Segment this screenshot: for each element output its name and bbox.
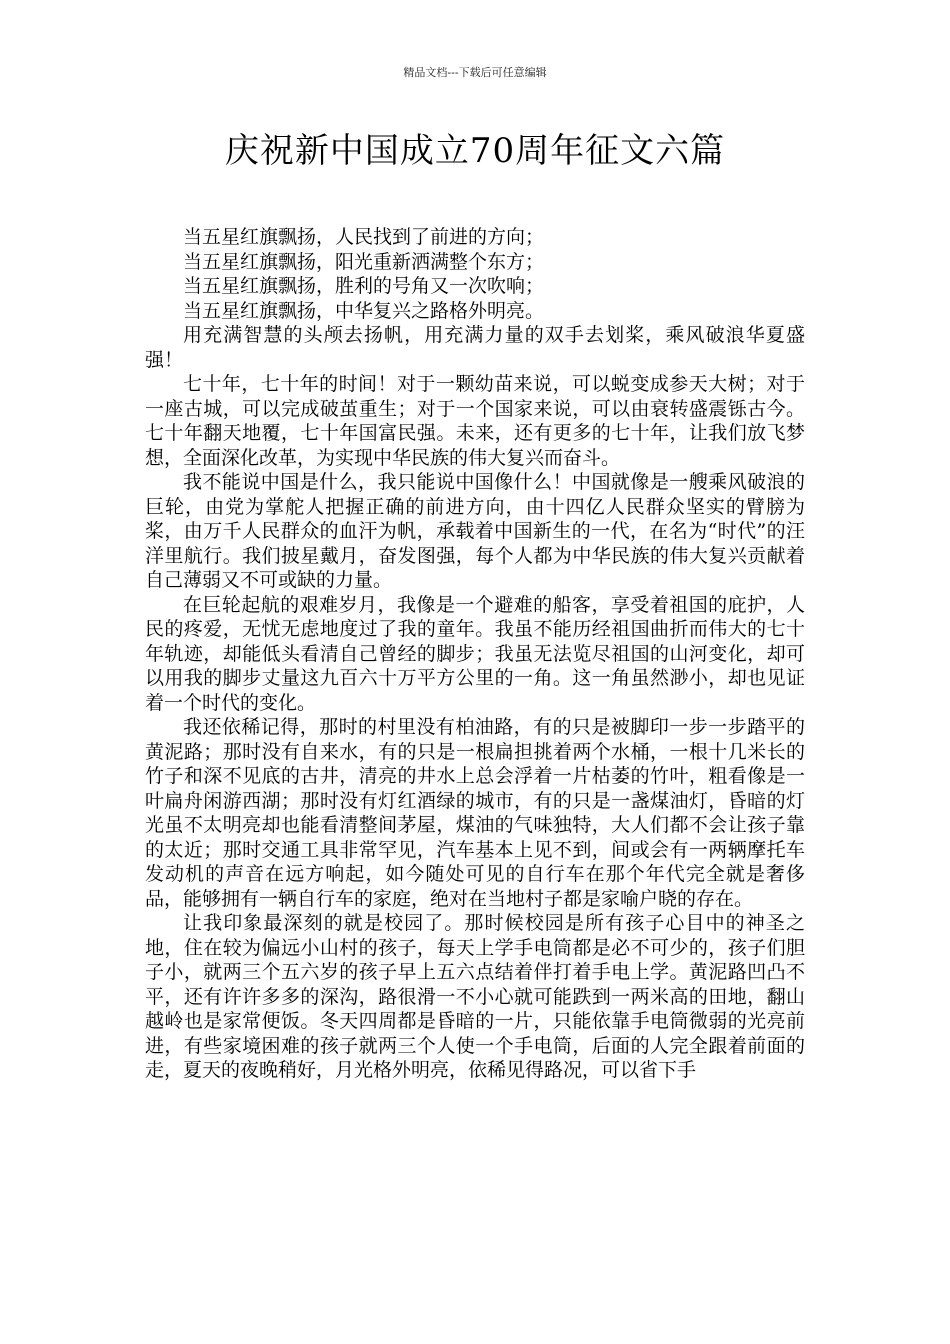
verse-line-3: 当五星红旗飘扬，胜利的号角又一次吹响；	[183, 275, 545, 297]
verse-line-1: 当五星红旗飘扬，人民找到了前进的方向；	[183, 226, 545, 248]
paragraph-8: 在巨轮起航的艰难岁月，我像是一个避难的船客，享受着祖国的庇护，人民的疼爱，无忧无虑地度过了我的童年。我虽不能历经祖国曲折而伟大的七十年轨迹，却能低头看清自己曾经的脚步；我虽无法览尽祖国的山河变化，却可以用我的脚步丈量这九百六十万平方公里的一角。这一角虽然渺小，却也见证着一个时代的变化。	[145, 593, 805, 714]
document-body	[145, 225, 805, 1083]
paragraph-7: 我不能说中国是什么，我只能说中国像什么！中国就像是一艘乘风破浪的巨轮，由党为掌舵人把握正确的前进方向，由十四亿人民群众坚实的臂膀为桨，由万千人民群众的血汗为帆，承载着中国新生的一代，在名为“时代”的汪洋里航行。我们披星戴月，奋发图强，每个人都为中华民族的伟大复兴贡献着自己薄弱又不可或缺的力量。	[145, 471, 805, 591]
paragraph-9: 我还依稀记得，那时的村里没有柏油路，有的只是被脚印一步一步踏平的黄泥路；那时没有自来水，有的只是一根扁担挑着两个水桶，一根十几米长的竹子和深不见底的古井，清亮的井水上总会浮着一片枯萎的竹叶，粗看像是一叶扁舟闲游西湖；那时没有灯红酒绿的城市，有的只是一盏煤油灯，昏暗的灯光虽不太明亮却也能看清整间茅屋，煤油的气味独特，大人们都不会让孩子靠的太近；那时交通工具非常罕见，汽车基本上见不到，间或会有一两辆摩托车发动机的声音在远方响起，如今随处可见的自行车在那个年代完全就是奢侈品，能够拥有一辆自行车的家庭，绝对在当地村子都是家喻户晓的存在。	[145, 716, 805, 910]
header-note: 精品文档---下载后可任意编辑	[403, 66, 547, 79]
verse-line-4: 当五星红旗飘扬，中华复兴之路格外明亮。	[183, 299, 545, 322]
document-title: 庆祝新中国成立70周年征文六篇	[224, 131, 726, 171]
verse-line-2: 当五星红旗飘扬，阳光重新洒满整个东方；	[183, 250, 545, 273]
paragraph-5: 用充满智慧的头颅去扬帆，用充满力量的双手去划桨，乘风破浪华夏盛强！	[145, 324, 805, 371]
paragraph-6: 七十年，七十年的时间！对于一颗幼苗来说，可以蜕变成参天大树；对于一座古城，可以完成破茧重生；对于一个国家来说，可以由衰转盛震铄古今。七十年翻天地覆，七十年国富民强。未来，还有更多的七十年，让我们放飞梦想，全面深化改革，为实现中华民族的伟大复兴而奋斗。	[145, 373, 805, 469]
paragraph-10: 让我印象最深刻的就是校园了。那时候校园是所有孩子心目中的神圣之地，住在较为偏远小山村的孩子，每天上学手电筒都是必不可少的，孩子们胆子小，就两三个五六岁的孩子早上五六点结着伴打着手电上学。黄泥路凹凸不平，还有许许多多的深沟，路很滑一不小心就可能跌到一两米高的田地，翻山越岭也是家常便饭。冬天四周都是昏暗的一片，只能依靠手电筒微弱的光亮前进，有些家境困难的孩子就两三个人使一个手电筒，后面的人完全跟着前面的走，夏天的夜晚稍好，月光格外明亮，依稀见得路况，可以省下手	[145, 912, 805, 1081]
